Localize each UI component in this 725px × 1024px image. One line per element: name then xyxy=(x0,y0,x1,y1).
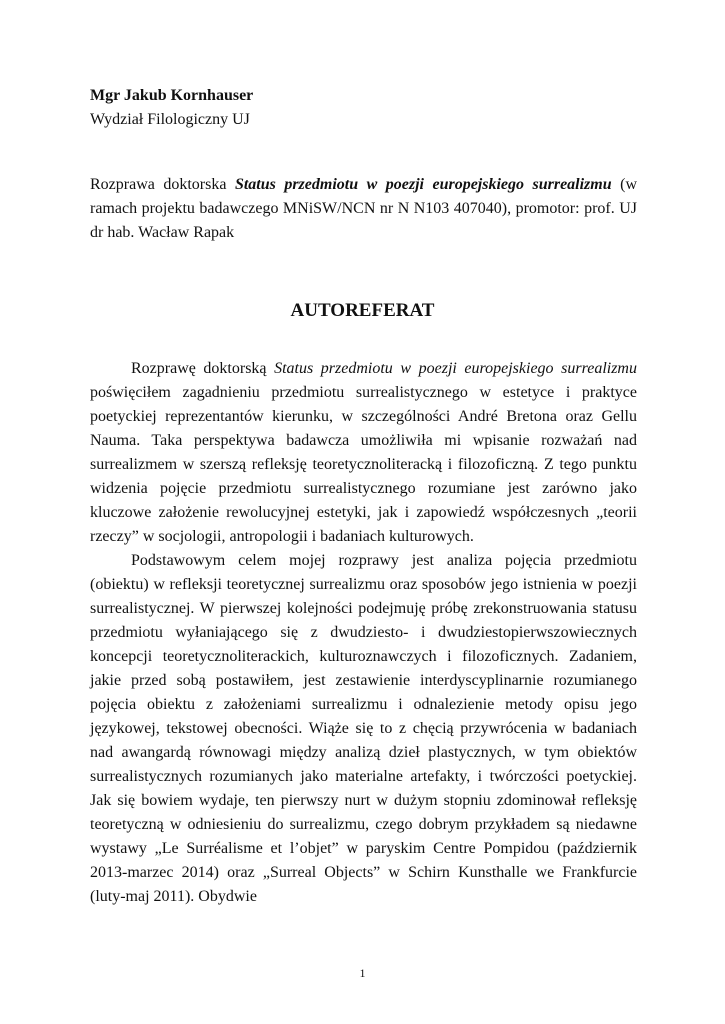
faculty-name: Wydział Filologiczny UJ xyxy=(90,111,250,128)
section-heading: AUTOREFERAT xyxy=(290,300,435,321)
dissertation-title: Status przedmiotu w poezji europejskiego surrealizmu xyxy=(234,176,612,193)
paragraph-1-rest: poświęciłem zagadnieniu przedmiotu surrealistycznego w estetyce i praktyce poetyckiej reprezentantów kierunku, w szczególności André Bretona oraz Gellu Nauma. Taka perspektywa badawcza umożliwiła mi wpisanie rozważań nad surrealizmem w szerszą refleksję teoretycznoliteracką i filozoficzną. Z tego punktu widzenia pojęcie przedmiotu surrealistycznego rozumiane jest zarówno jako kluczowe założenie rewolucyjnej estetyki, jak i zapowiedź współczesnych „teorii rzeczy” w socjologii, antropologii i badaniach kulturowych. xyxy=(90,384,637,545)
intro-suffix: (w ramach projektu badawczego MNiSW/NCN nr N N103 407040), promotor: prof. UJ dr hab. Wacław Rapak xyxy=(90,176,638,241)
paragraph-1-lead: Rozprawę doktorską xyxy=(131,360,275,377)
body-text xyxy=(90,357,637,909)
author-name: Mgr Jakub Kornhauser xyxy=(90,87,254,104)
author-block xyxy=(90,84,650,132)
intro-prefix: Rozprawa doktorska xyxy=(90,176,235,193)
dissertation-info xyxy=(90,173,637,245)
page-number: 1 xyxy=(359,966,366,980)
paragraph-2: Podstawowym celem mojej rozprawy jest analiza pojęcia przedmiotu (obiektu) w refleksji teoretycznej surrealizmu oraz sposobów jego istnienia w poezji surrealistycznej. W pierwszej kolejności podejmuję próbę zrekonstruowania statusu przedmiotu wyłaniającego się z dwudziesto- i dwudziestopierwszowiecznych koncepcji teoretycznoliterackich, kulturoznawczych i filozoficznych. Zadaniem, jakie przed sobą postawiłem, jest zestawienie interdyscyplinarnie rozumianego pojęcia obiektu z założeniami surrealizmu i odnalezienie metody opisu jego językowej, tekstowej obecności. Wiąże się to z chęcią przywrócenia w badaniach nad awangardą równowagi między analizą dzieł plastycznych, w tym obiektów surrealistycznych rozumianych jako materialne artefakty, i twórczości poetyckiej. Jak się bowiem wydaje, ten pierwszy nurt w dużym stopniu zdominował refleksję teoretyczną w odniesieniu do surrealizmu, czego dobrym przykładem są niedawne wystawy „Le Surréalisme et l’objet” w paryskim Centre Pompidou (październik 2013-marzec 2014) oraz „Surreal Objects” w Schirn Kunsthalle we Frankfurcie (luty-maj 2011). Obydwie xyxy=(90,552,637,905)
paragraph-1 xyxy=(90,357,637,549)
paragraph-1-title: Status przedmiotu w poezji europejskiego surrealizmu xyxy=(274,360,637,377)
